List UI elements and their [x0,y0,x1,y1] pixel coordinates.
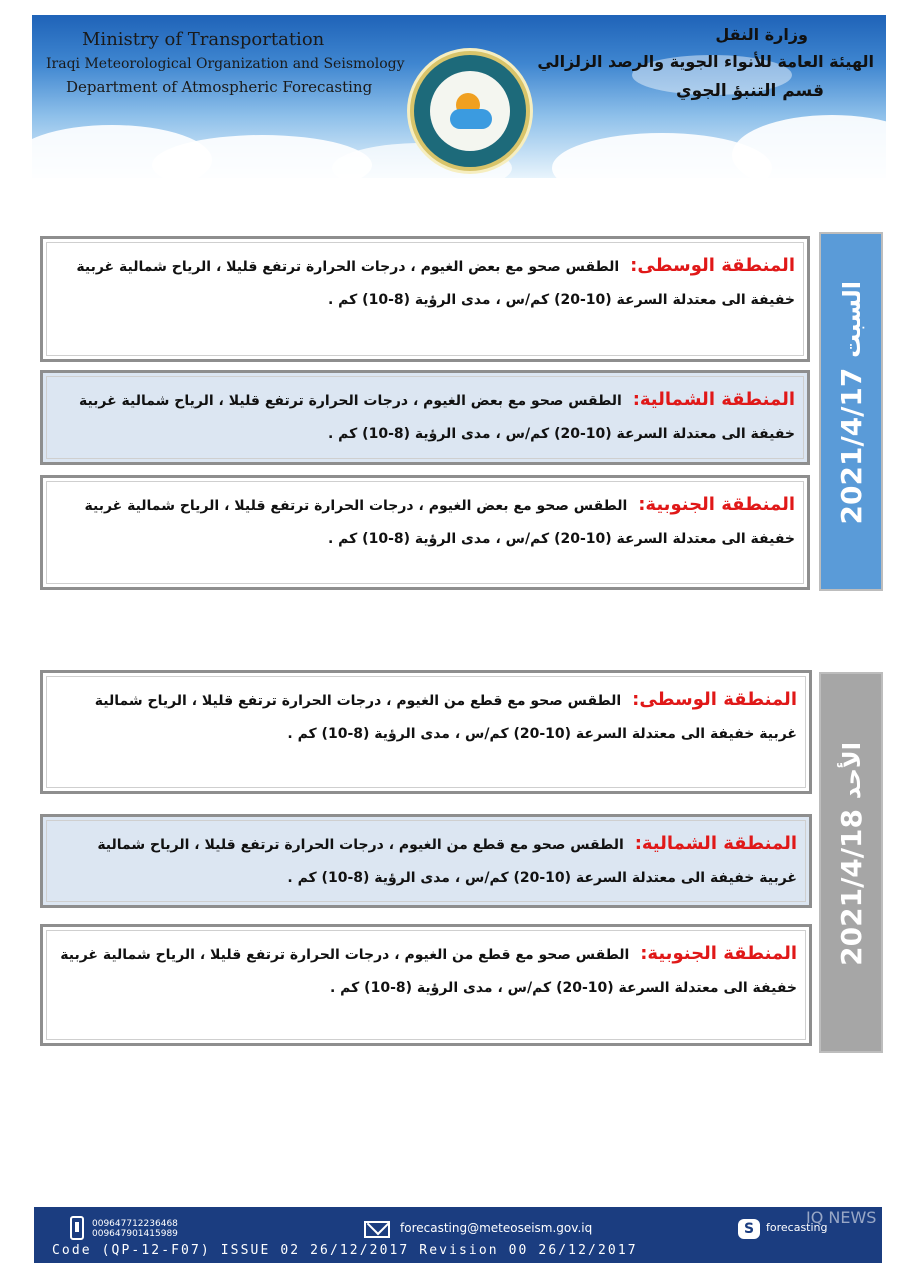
watermark: IQ NEWS [806,1208,877,1227]
region-name: المنطقة الجنوبية [645,494,795,515]
forecast-text: الطقس صحو مع بعض الغيوم ، درجات الحرارة ترتفع قليلا ، الرياح شمالية غربية خفيفة الى معتدلة السرعة (10-20) كم/س ، مدى الرؤية (8-10) كم . [76,259,795,308]
forecast-north-day2: المنطقة الشمالية: الطقس صحو مع قطع من الغيوم ، درجات الحرارة ترتفع قليلا ، الرياح شمالية غربية خفيفة الى معتدلة السرعة (10-20) كم/س ، مدى الرؤية (8-10) كم . [40,814,812,908]
phone-numbers [92,1219,178,1239]
document-code-line: Code (QP-12-F07) ISSUE 02 26/12/2017 Revision 00 26/12/2017 [52,1243,638,1258]
header-english [42,29,405,96]
skype-handle: forecasting [766,1221,828,1234]
forecast-text: الطقس صحو مع قطع من الغيوم ، درجات الحرارة ترتفع قليلا ، الرياح شمالية غربية خفيفة الى معتدلة السرعة (10-20) كم/س ، مدى الرؤية (8-10) كم . [60,947,797,996]
forecast-central-day2: المنطقة الوسطى: الطقس صحو مع قطع من الغيوم ، درجات الحرارة ترتفع قليلا ، الرياح شمالية غربية خفيفة الى معتدلة السرعة (10-20) كم/س ، مدى الرؤية (8-10) كم . [40,670,812,794]
day-name: السبت [837,280,866,358]
logo-emblem-icon [410,51,530,171]
phone-number-1: 009647712236468 [92,1219,178,1229]
region-name: المنطقة الشمالية [641,833,797,854]
day-date: 2021/4/17 [834,367,868,525]
forecast-south-day1: المنطقة الجنوبية: الطقس صحو مع بعض الغيوم ، درجات الحرارة ترتفع قليلا ، الرياح شمالية غربية خفيفة الى معتدلة السرعة (10-20) كم/س ، مدى الرؤية (8-10) كم . [40,475,810,590]
organization-title-en: Iraqi Meteorological Organization and Seismology [46,56,405,72]
mail-icon [364,1221,390,1238]
forecast-north-day1: المنطقة الشمالية: الطقس صحو مع بعض الغيوم ، درجات الحرارة ترتفع قليلا ، الرياح شمالية غربية خفيفة الى معتدلة السرعة (10-20) كم/س ، مدى الرؤية (8-10) كم . [40,370,810,465]
phone-number-2: 009647901415989 [92,1229,178,1239]
department-title-en: Department of Atmospheric Forecasting [66,78,373,96]
phone-icon [70,1216,84,1240]
forecast-central-day1: المنطقة الوسطى: الطقس صحو مع بعض الغيوم ، درجات الحرارة ترتفع قليلا ، الرياح شمالية غربية خفيفة الى معتدلة السرعة (10-20) كم/س ، مدى الرؤية (8-10) كم . [40,236,810,362]
region-name: المنطقة الجنوبية [647,943,797,964]
day-name: الأحد [837,741,866,799]
contact-email[interactable]: forecasting@meteoseism.gov.iq [400,1221,593,1235]
day-tab-saturday [819,232,883,591]
day-tab-sunday [819,672,883,1053]
skype-icon: S [738,1219,760,1239]
region-name: المنطقة الوسطى [639,689,797,710]
region-name: المنطقة الوسطى [637,255,795,276]
forecast-south-day2: المنطقة الجنوبية: الطقس صحو مع قطع من الغيوم ، درجات الحرارة ترتفع قليلا ، الرياح شمالية غربية خفيفة الى معتدلة السرعة (10-20) كم/س ، مدى الرؤية (8-10) كم . [40,924,812,1046]
department-title-ar: قسم التنبؤ الجوي [676,81,824,101]
organization-title-ar: الهيئة العامة للأنواء الجوية والرصد الزلزالي [537,52,874,71]
header-arabic [537,25,874,101]
region-name: المنطقة الشمالية [639,389,795,410]
header-banner [32,15,886,178]
forecast-text: الطقس صحو مع بعض الغيوم ، درجات الحرارة ترتفع قليلا ، الرياح شمالية غربية خفيفة الى معتدلة السرعة (10-20) كم/س ، مدى الرؤية (8-10) كم . [78,393,795,442]
day-date: 2021/4/18 [834,808,868,966]
forecast-text: الطقس صحو مع بعض الغيوم ، درجات الحرارة ترتفع قليلا ، الرياح شمالية غربية خفيفة الى معتدلة السرعة (10-20) كم/س ، مدى الرؤية (8-10) كم . [84,498,795,547]
ministry-title-en: Ministry of Transportation [82,29,325,50]
forecast-text: الطقس صحو مع قطع من الغيوم ، درجات الحرارة ترتفع قليلا ، الرياح شمالية غربية خفيفة الى معتدلة السرعة (10-20) كم/س ، مدى الرؤية (8-10) كم . [94,693,797,742]
footer-bar [34,1207,882,1263]
ministry-title-ar: وزارة النقل [715,25,808,44]
forecast-text: الطقس صحو مع قطع من الغيوم ، درجات الحرارة ترتفع قليلا ، الرياح شمالية غربية خفيفة الى معتدلة السرعة (10-20) كم/س ، مدى الرؤية (8-10) كم . [97,837,797,886]
